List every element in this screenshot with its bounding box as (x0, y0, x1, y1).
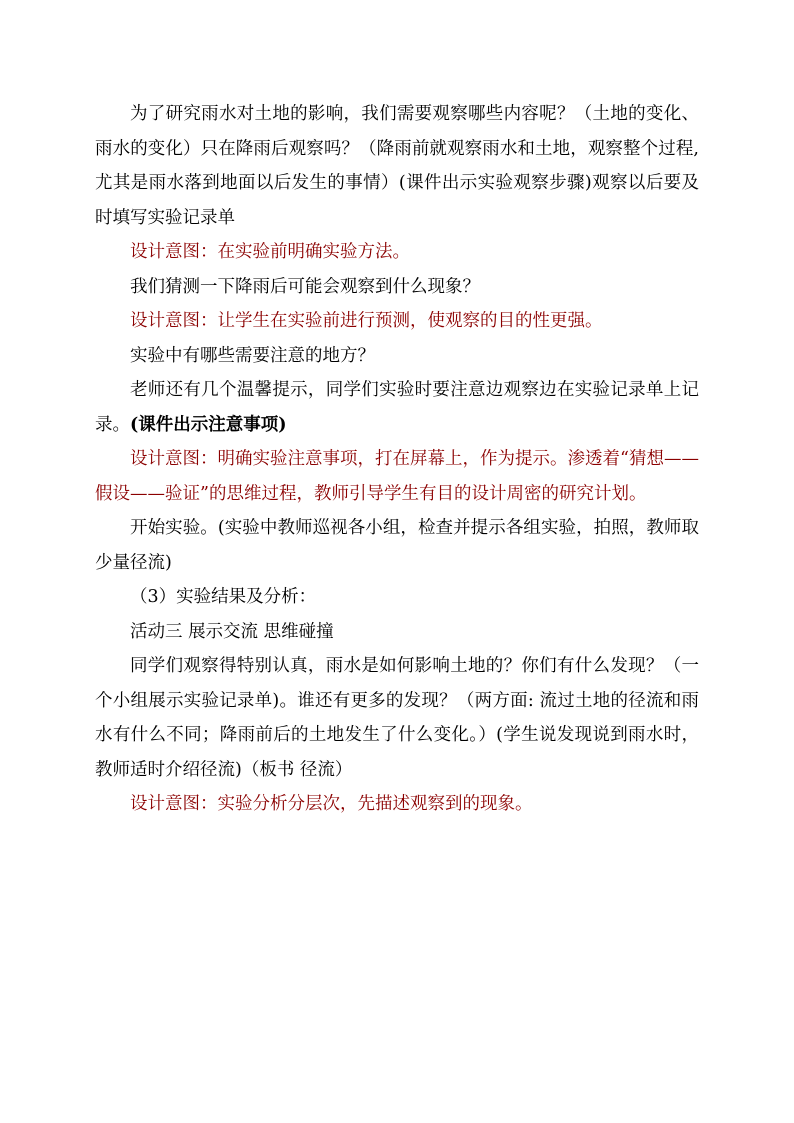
design-intent-prediction: 设计意图：让学生在实验前进行预测，使观察的目的性更强。 (130, 311, 603, 331)
design-intent-method: 设计意图：在实验前明确实验方法。 (130, 242, 410, 262)
activity-three-heading: 活动三 展示交流 思维碰撞 (130, 621, 334, 642)
paragraph-prediction-question: 我们猜测一下降雨后可能会观察到什么现象？ (130, 276, 480, 297)
design-intent-precautions: 设计意图：明确实验注意事项，打在屏幕上，作为提示。渗透着“猜想——假设——验证”的思维过程，教师引导学生有目的设计周密的研究计划。 (95, 449, 699, 504)
paragraph-observation-content: 为了研究雨水对土地的影响，我们需要观察哪些内容呢？（土地的变化、雨水的变化）只在降雨后观察吗？（降雨前就观察雨水和土地，观察整个过程,尤其是雨水落到地面以后发生的事情）(课件出示实验观察步骤)观察以后要及时填写实验记录单 (95, 104, 699, 228)
paragraph-findings-discussion: 同学们观察得特别认真，雨水是如何影响土地的？你们有什么发现？（一个小组展示实验记录单)。谁还有更多的发现？（两方面: 流过土地的径流和雨水有什么不同；降雨前后的土地发生了什么变化。）(学生说发现说到雨水时，教师适时介绍径流)（板书 径流） (95, 656, 699, 780)
paragraph-precautions-question: 实验中有哪些需要注意的地方？ (130, 345, 375, 366)
teacher-tips-bold-note: (课件出示注意事项) (130, 414, 287, 435)
paragraph-start-experiment: 开始实验。(实验中教师巡视各小组，检查并提示各组实验，拍照，教师取少量径流) (95, 518, 699, 573)
section-heading-results: （3）实验结果及分析： (130, 587, 317, 607)
design-intent-analysis: 设计意图：实验分析分层次，先描述观察到的现象。 (130, 794, 533, 814)
paragraph-teacher-tips (95, 373, 699, 442)
teacher-tips-text: 老师还有几个温馨提示，同学们实验时要注意边观察边在实验记录单上记录。 (95, 380, 699, 435)
